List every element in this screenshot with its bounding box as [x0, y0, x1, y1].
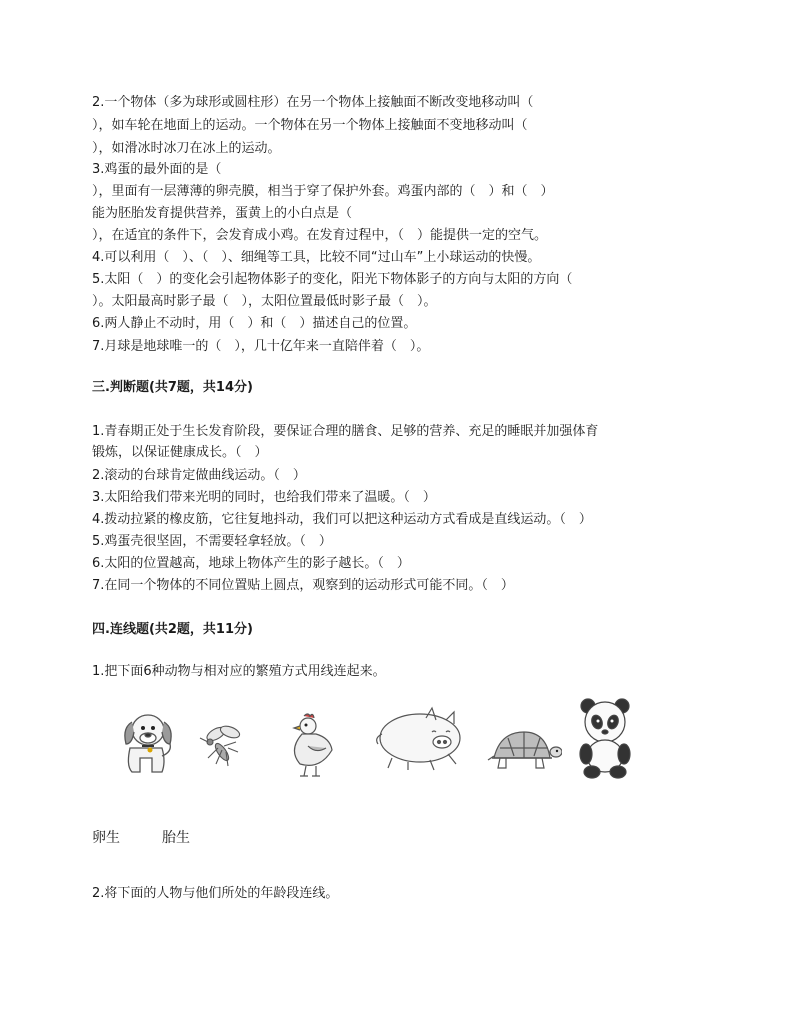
question-line: 7.在同一个物体的不同位置贴上圆点，观察到的运动形式可能不同。（ ）	[92, 578, 514, 593]
text-line: 5.太阳（ ）的变化会引起物体影子的变化，阳光下物体影子的方向与太阳的方向（	[92, 272, 573, 287]
question-line: 4.拨动拉紧的橡皮筋，它往复地抖动，我们可以把这种运动方式看成是直线运动。（ ）	[92, 512, 592, 527]
animal-row	[110, 700, 650, 790]
question-line: 2.将下面的人物与他们所处的年龄段连线。	[92, 886, 339, 901]
pig-icon	[372, 704, 472, 774]
panda-icon	[574, 694, 636, 780]
question-line: 1.青春期正处于生长发育阶段，要保证合理的膳食、足够的营养、充足的睡眠并加强体育	[92, 424, 599, 439]
text-line: 7.月球是地球唯一的（ ），几十亿年来一直陪伴着（ ）。	[92, 339, 430, 354]
text-line: 能为胚胎发育提供营养，蛋黄上的小白点是（	[92, 206, 353, 221]
option-viviparous: 胎生	[162, 830, 190, 846]
option-oviparous: 卵生	[92, 830, 120, 846]
text-line: 6.两人静止不动时，用（ ）和（ ）描述自己的位置。	[92, 316, 417, 331]
question-line: 2.滚动的台球肯定做曲线运动。（ ）	[92, 468, 306, 483]
chicken-icon	[280, 710, 340, 780]
text-line: 4.可以利用（ ）、（ ）、细绳等工具，比较不同“过山车”上小球运动的快慢。	[92, 250, 541, 265]
question-line: 锻炼，以保证健康成长。（ ）	[92, 445, 268, 460]
section-heading-matching: 四.连线题(共2题，共11分)	[92, 622, 253, 637]
dog-icon	[110, 700, 180, 780]
question-line: 3.太阳给我们带来光明的同时，也给我们带来了温暖。（ ）	[92, 490, 436, 505]
section-heading-judgement: 三.判断题(共7题，共14分)	[92, 380, 253, 395]
text-line: ），如滑冰时冰刀在冰上的运动。	[92, 141, 281, 156]
turtle-icon	[486, 726, 562, 776]
question-line: 1.把下面6种动物与相对应的繁殖方式用线连起来。	[92, 664, 386, 679]
question-line: 5.鸡蛋壳很坚固，不需要轻拿轻放。（ ）	[92, 534, 332, 549]
mosquito-icon	[198, 722, 248, 777]
text-line: ），如车轮在地面上的运动。一个物体在另一个物体上接触面不变地移动叫（	[92, 118, 528, 133]
text-line: ），在适宜的条件下，会发育成小鸡。在发育过程中，（ ）能提供一定的空气。	[92, 228, 548, 243]
text-line: ）。太阳最高时影子最（ ），太阳位置最低时影子最（ ）。	[92, 294, 437, 309]
text-line: 2.一个物体（多为球形或圆柱形）在另一个物体上接触面不断改变地移动叫（	[92, 95, 534, 110]
text-line: 3.鸡蛋的最外面的是（	[92, 162, 222, 177]
question-line: 6.太阳的位置越高，地球上物体产生的影子越长。（ ）	[92, 556, 410, 571]
text-line: ），里面有一层薄薄的卵壳膜，相当于穿了保护外套。鸡蛋内部的（ ）和（ ）	[92, 184, 554, 199]
